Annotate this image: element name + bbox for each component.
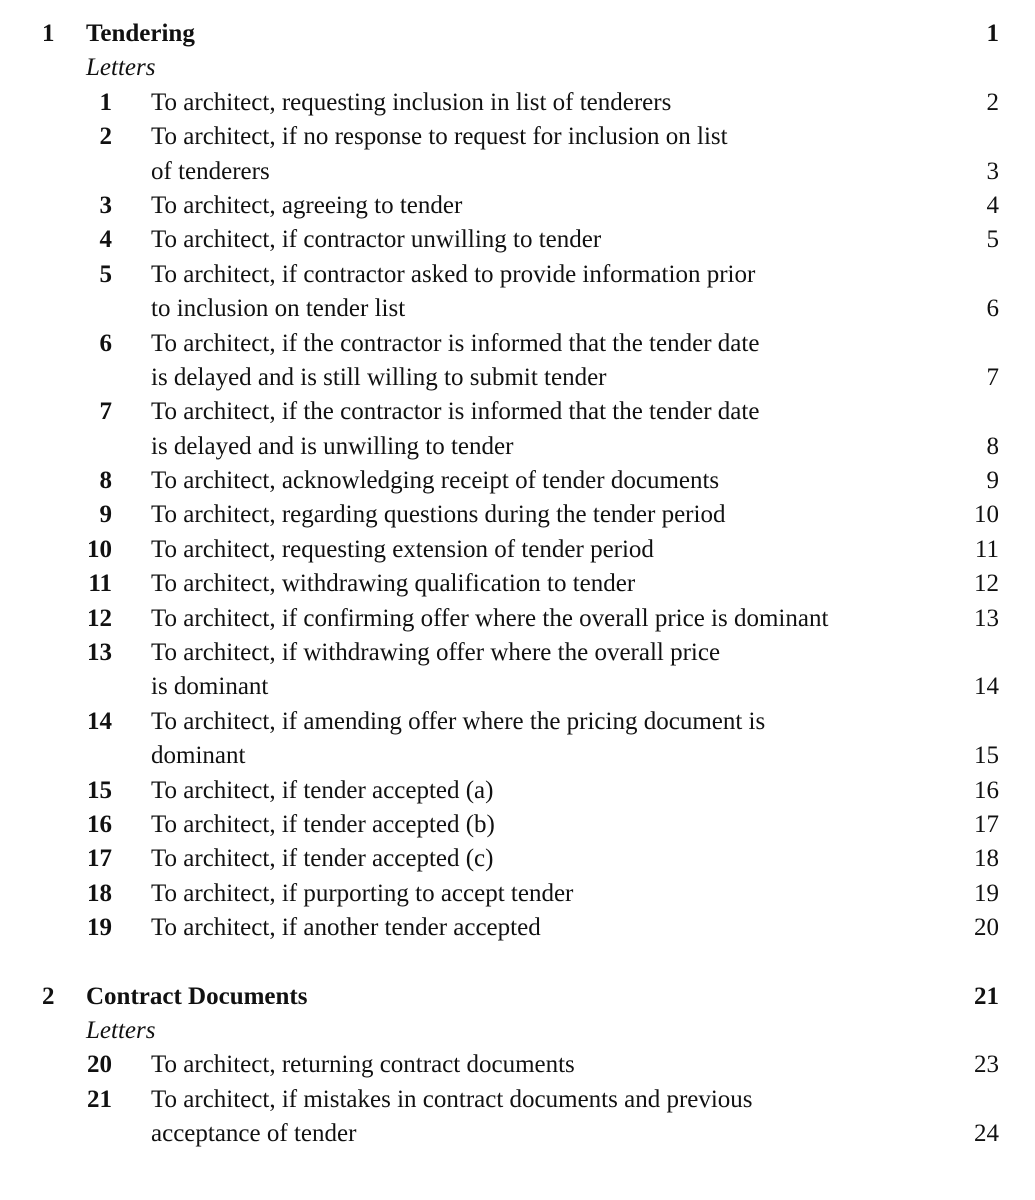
- entry-page-number: 24: [974, 1120, 999, 1148]
- entry-page-number: 12: [974, 570, 999, 598]
- entry-page-number: 17: [974, 810, 999, 838]
- toc-entry[interactable]: [0, 464, 1035, 498]
- entry-page-number: 7: [986, 363, 999, 391]
- entry-page-number: 11: [974, 535, 999, 563]
- toc-section: [0, 17, 1035, 946]
- toc-entry-line: [0, 258, 1035, 292]
- toc-entry-line: [0, 533, 1035, 567]
- toc-entry[interactable]: [0, 636, 1035, 705]
- entry-title: To architect, returning contract documents: [151, 1051, 575, 1079]
- entry-number: 12: [87, 604, 112, 632]
- entry-title: To architect, if amending offer where the pricing document is: [151, 707, 766, 735]
- section-subheading-row: [0, 1014, 1035, 1048]
- entry-title: To architect, agreeing to tender: [151, 191, 463, 219]
- entry-page-number: 20: [974, 914, 999, 942]
- entry-number: 14: [87, 707, 112, 735]
- toc-section: [0, 980, 1035, 1152]
- toc-entry[interactable]: [0, 602, 1035, 636]
- toc-entry-line: [0, 223, 1035, 257]
- entry-title: is dominant: [151, 673, 269, 701]
- entry-title: is delayed and is still willing to submit tender: [151, 363, 607, 391]
- entry-title: To architect, requesting extension of tender period: [151, 535, 654, 563]
- entry-number: 21: [87, 1085, 112, 1113]
- entry-number: 6: [99, 329, 112, 357]
- entry-title: To architect, acknowledging receipt of tender documents: [151, 467, 720, 495]
- toc-entry-line: [0, 498, 1035, 532]
- entry-page-number: 3: [986, 157, 999, 185]
- section-number: 2: [42, 982, 55, 1010]
- entry-page-number: 16: [974, 776, 999, 804]
- section-subheading: Letters: [86, 54, 156, 82]
- entry-number: 13: [87, 639, 112, 667]
- toc-entry[interactable]: [0, 498, 1035, 532]
- section-title: Tendering: [86, 20, 195, 47]
- entry-title: of tenderers: [151, 157, 270, 185]
- entry-title: To architect, if another tender accepted: [151, 914, 541, 942]
- entry-number: 1: [99, 88, 112, 116]
- entry-title: To architect, if tender accepted (c): [151, 845, 494, 873]
- entry-number: 7: [99, 398, 112, 426]
- toc-entry-line: [0, 670, 1035, 704]
- toc-entry-line: [0, 1117, 1035, 1151]
- entry-page-number: 18: [974, 845, 999, 873]
- toc-entry[interactable]: [0, 395, 1035, 464]
- section-heading: [0, 980, 1035, 1014]
- entry-title: To architect, if contractor unwilling to tender: [151, 226, 602, 254]
- entry-number: 18: [87, 879, 112, 907]
- section-heading: [0, 17, 1035, 51]
- toc-entry[interactable]: [0, 774, 1035, 808]
- toc-entry-line: [0, 464, 1035, 498]
- entry-number: 19: [87, 914, 112, 942]
- entry-number: 3: [99, 191, 112, 219]
- section-title: Contract Documents: [86, 982, 308, 1010]
- entry-title: To architect, if contractor asked to provide information prior: [151, 260, 756, 288]
- entry-title: To architect, if tender accepted (b): [151, 810, 495, 838]
- toc-entry-line: [0, 1048, 1035, 1082]
- toc-entry-line: [0, 842, 1035, 876]
- toc-entry[interactable]: [0, 327, 1035, 396]
- entry-number: 2: [99, 123, 112, 151]
- toc-entry[interactable]: [0, 223, 1035, 257]
- entry-page-number: 13: [974, 604, 999, 632]
- entry-page-number: 23: [974, 1051, 999, 1079]
- toc-entry[interactable]: [0, 1083, 1035, 1152]
- toc-entry-line: [0, 189, 1035, 223]
- entry-number: 4: [99, 226, 112, 254]
- toc-entry[interactable]: [0, 877, 1035, 911]
- toc-entry[interactable]: [0, 189, 1035, 223]
- entry-number: 9: [99, 501, 112, 529]
- toc-entry[interactable]: [0, 533, 1035, 567]
- toc-entry[interactable]: [0, 911, 1035, 945]
- entry-number: 11: [88, 570, 112, 598]
- toc-entry[interactable]: [0, 705, 1035, 774]
- entry-page-number: 4: [986, 191, 999, 219]
- section-number: 1: [42, 20, 55, 47]
- toc-entry-line: [0, 120, 1035, 154]
- toc-entry[interactable]: [0, 86, 1035, 120]
- entry-page-number: 8: [986, 432, 999, 460]
- entry-number: 20: [87, 1051, 112, 1079]
- toc-entry-line: [0, 430, 1035, 464]
- toc-entry-line: [0, 705, 1035, 739]
- entry-title: is delayed and is unwilling to tender: [151, 432, 514, 460]
- toc-entry-line: [0, 327, 1035, 361]
- entry-title: To architect, if the contractor is informed that the tender date: [151, 398, 760, 426]
- entry-number: 17: [87, 845, 112, 873]
- toc-entry[interactable]: [0, 808, 1035, 842]
- entry-title: To architect, if confirming offer where the overall price is dominant: [151, 604, 829, 632]
- toc-entry-line: [0, 911, 1035, 945]
- entry-page-number: 9: [986, 467, 999, 495]
- section-subheading: Letters: [86, 1016, 156, 1044]
- section-subheading-row: [0, 51, 1035, 85]
- entry-title: acceptance of tender: [151, 1120, 357, 1148]
- entry-title: To architect, if no response to request for inclusion on list: [151, 123, 728, 151]
- entry-page-number: 15: [974, 742, 999, 770]
- section-page-number: 21: [974, 982, 999, 1010]
- toc-entry-line: [0, 395, 1035, 429]
- toc-entry[interactable]: [0, 842, 1035, 876]
- entry-title: To architect, requesting inclusion in list of tenderers: [151, 88, 672, 116]
- entry-number: 15: [87, 776, 112, 804]
- toc-entry[interactable]: [0, 1048, 1035, 1082]
- entry-page-number: 6: [986, 295, 999, 323]
- toc-entry[interactable]: [0, 120, 1035, 189]
- section-page-number: 1: [986, 20, 999, 47]
- entry-number: 5: [99, 260, 112, 288]
- toc-entry-line: [0, 86, 1035, 120]
- toc-entry-line: [0, 292, 1035, 326]
- entry-title: dominant: [151, 742, 246, 770]
- toc-entry-line: [0, 361, 1035, 395]
- toc-entry-line: [0, 739, 1035, 773]
- entry-title: To architect, if withdrawing offer where the overall price: [151, 639, 721, 667]
- toc-entry-line: [0, 877, 1035, 911]
- toc-entry-line: [0, 155, 1035, 189]
- entry-page-number: 5: [986, 226, 999, 254]
- entry-title: To architect, if tender accepted (a): [151, 776, 494, 804]
- entry-page-number: 19: [974, 879, 999, 907]
- entry-number: 16: [87, 810, 112, 838]
- toc-entry-line: [0, 774, 1035, 808]
- toc-entry-line: [0, 1083, 1035, 1117]
- entry-page-number: 14: [974, 673, 999, 701]
- entry-title: To architect, if the contractor is informed that the tender date: [151, 329, 760, 357]
- entry-number: 8: [99, 467, 112, 495]
- toc-entry-line: [0, 602, 1035, 636]
- entry-title: To architect, if mistakes in contract documents and previous: [151, 1085, 753, 1113]
- entry-page-number: 10: [974, 501, 999, 529]
- toc-entry-line: [0, 636, 1035, 670]
- entry-page-number: 2: [986, 88, 999, 116]
- entry-title: To architect, if purporting to accept tender: [151, 879, 574, 907]
- entry-title: to inclusion on tender list: [151, 295, 406, 323]
- entry-title: To architect, withdrawing qualification to tender: [151, 570, 636, 598]
- toc-entry[interactable]: [0, 567, 1035, 601]
- toc-entry-line: [0, 808, 1035, 842]
- toc-entry-line: [0, 567, 1035, 601]
- entry-number: 10: [87, 535, 112, 563]
- entry-title: To architect, regarding questions during the tender period: [151, 501, 726, 529]
- toc-entry[interactable]: [0, 258, 1035, 327]
